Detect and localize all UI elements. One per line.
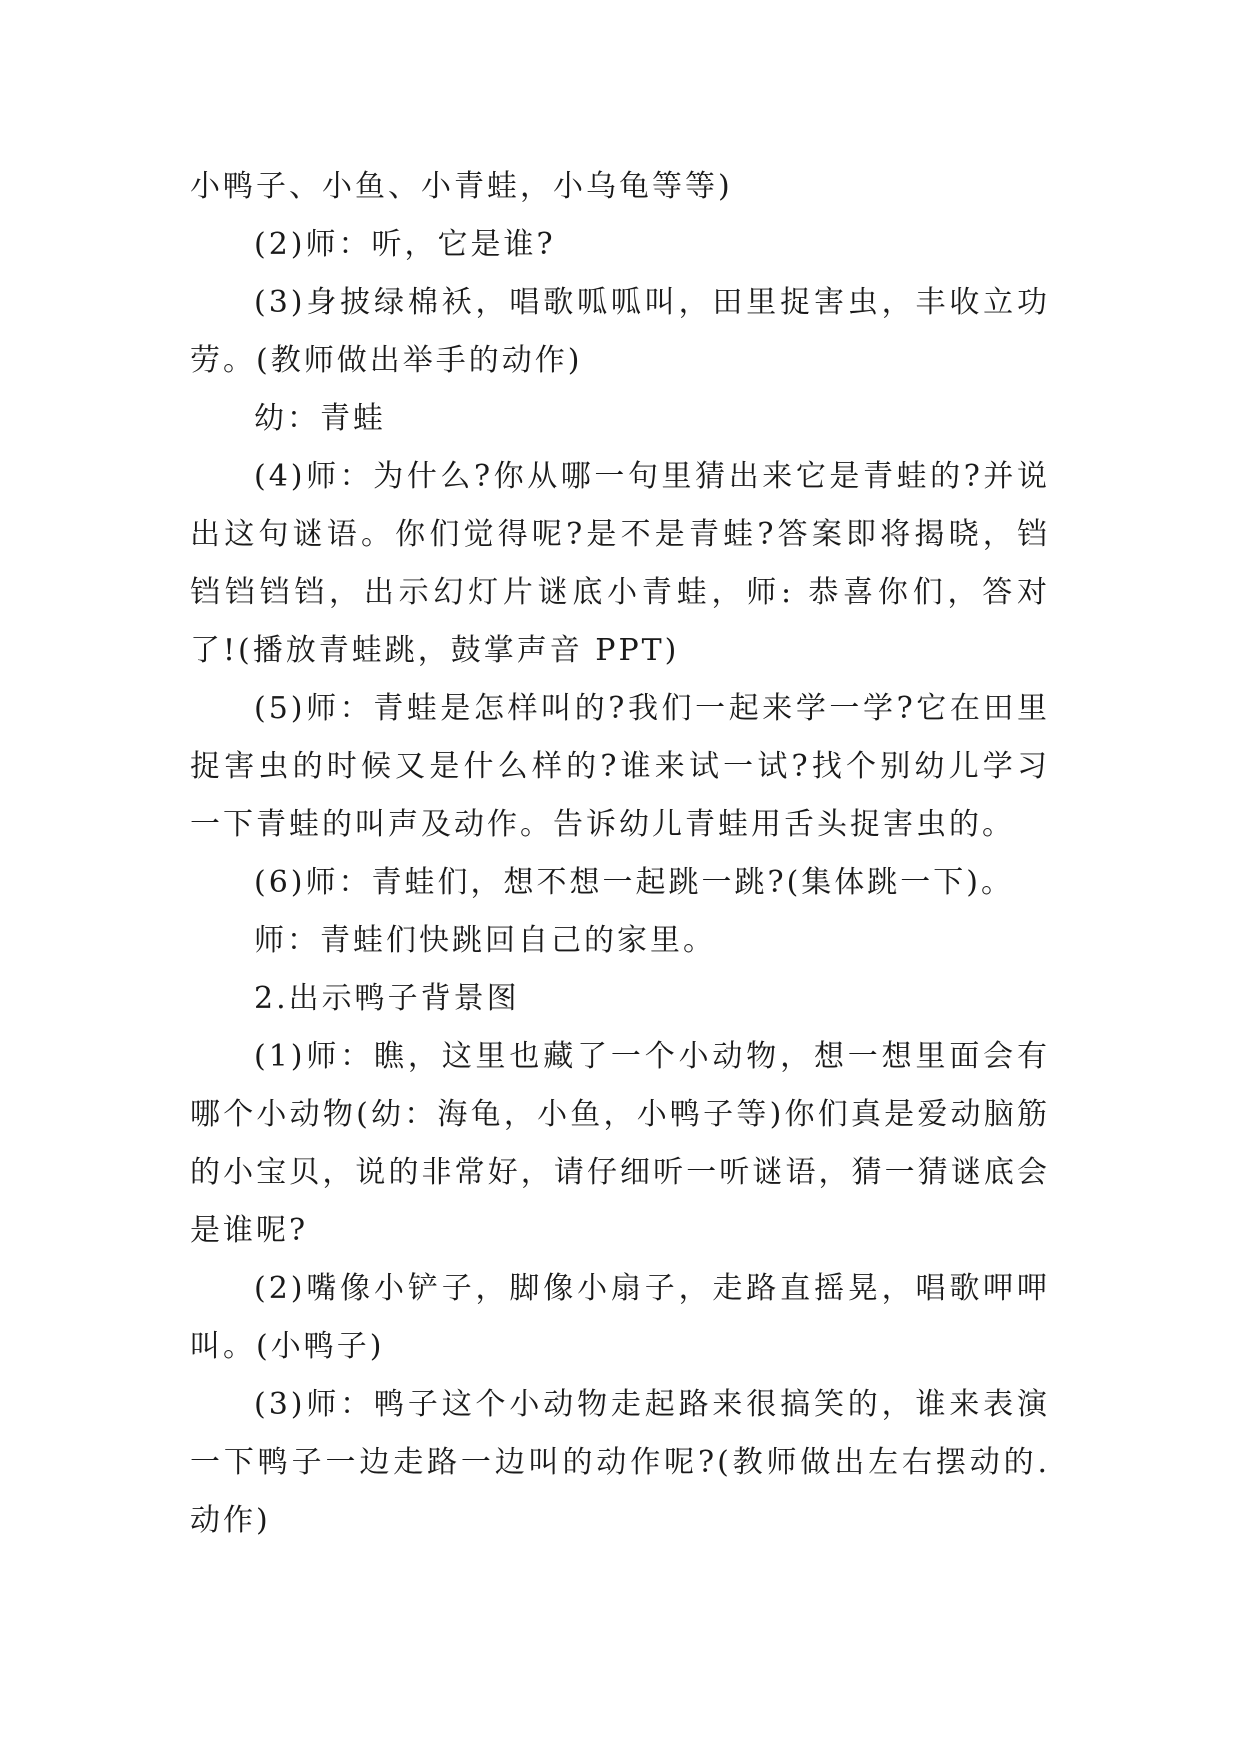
paragraph-6: (5)师：青蛙是怎样叫的?我们一起来学一学?它在田里捉害虫的时候又是什么样的?谁来试一试?找个别幼儿学习一下青蛙的叫声及动作。告诉幼儿青蛙用舌头捉害虫的。 <box>190 691 1050 842</box>
paragraph-7: (6)师：青蛙们，想不想一起跳一跳?(集体跳一下)。 <box>254 865 1014 900</box>
paragraph-10: (1)师：瞧，这里也藏了一个小动物，想一想里面会有哪个小动物(幼：海龟，小鱼，小鸭子等)你们真是爱动脑筋的小宝贝，说的非常好，请仔细听一听谜语，猜一猜谜底会是谁呢? <box>190 1039 1050 1248</box>
paragraph-12: (3)师：鸭子这个小动物走起路来很搞笑的，谁来表演一下鸭子一边走路一边叫的动作呢?(教师做出左右摆动的.动作) <box>190 1387 1050 1538</box>
paragraph-5: (4)师：为什么?你从哪一句里猜出来它是青蛙的?并说出这句谜语。你们觉得呢?是不是青蛙?答案即将揭晓，铛铛铛铛铛，出示幻灯片谜底小青蛙，师: 恭喜你们，答对了!(播放青蛙跳，鼓掌声音 PPT) <box>190 459 1050 668</box>
section-heading: 2.出示鸭子背景图 <box>254 981 520 1016</box>
paragraph-8: 师：青蛙们快跳回自己的家里。 <box>254 923 716 958</box>
document-body <box>190 158 1050 1550</box>
paragraph-4: 幼：青蛙 <box>254 401 386 436</box>
paragraph-2: (2)师：听，它是谁? <box>254 227 556 262</box>
paragraph-11: (2)嘴像小铲子，脚像小扇子，走路直摇晃，唱歌呷呷叫。(小鸭子) <box>190 1271 1050 1364</box>
paragraph-1: 小鸭子、小鱼、小青蛙，小乌龟等等) <box>190 169 733 204</box>
paragraph-3: (3)身披绿棉袄，唱歌呱呱叫，田里捉害虫，丰收立功劳。(教师做出举手的动作) <box>190 285 1050 378</box>
